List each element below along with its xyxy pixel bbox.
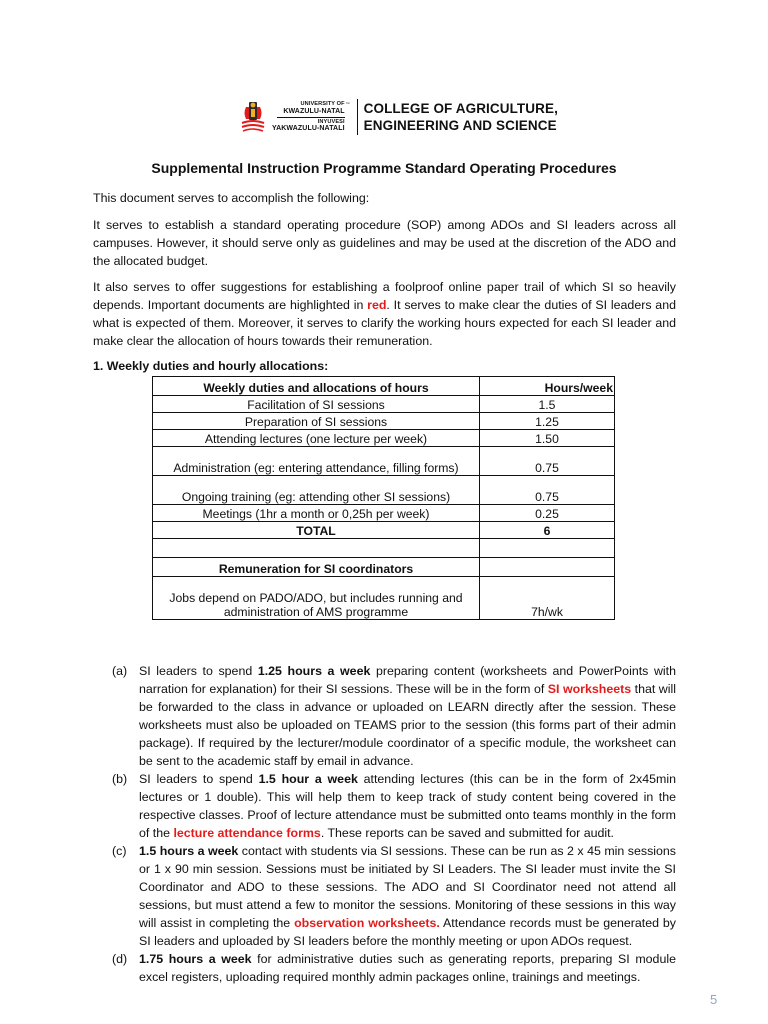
text-run: Attendance records must be generated by SI leaders and uploaded by SI leaders before the monthly meeting or upon ADOs request. [139,916,676,948]
page-number: 5 [710,992,718,1007]
intro-paragraph-2: It serves to establish a standard operating procedure (SOP) among ADOs and SI leaders across all campuses. However, it should serve only as guidelines and may be used at the discretion of the ADO and the allocated budget. [93,218,676,268]
intro-paragraph-3 [93,278,676,350]
empty-cell [153,539,480,558]
university-wordmark [272,101,345,133]
coordinator-hours-cell: 7h/wk [480,577,615,620]
list-marker: (c) [112,844,127,858]
duty-cell: Attending lectures (one lecture per week) [153,430,480,447]
hours-cell: 0.25 [480,505,615,522]
college-line-2: ENGINEERING AND SCIENCE [363,118,557,133]
hours-cell: 1.50 [480,430,615,447]
table-row [153,396,615,413]
duty-cell: Preparation of SI sessions [153,413,480,430]
bold-run: 1.5 hour a week [258,772,358,786]
coordinator-duty-cell: Jobs depend on PADO/ADO, but includes running and administration of AMS programme [153,577,480,620]
p3-text-b: . It serves to make clear the duties of SI leaders and what is expected of them. Moreover, it serves to clarify the working hours expected for each SI leader and make clear the allocation of hours towards their remuneration. [93,298,676,348]
duty-cell: Administration (eg: entering attendance, filling forms) [153,447,480,476]
empty-row [153,539,615,558]
table-row [153,476,615,505]
red-highlight-run: lecture attendance forms [173,826,321,840]
list-item-text [139,770,676,842]
total-row [153,522,615,539]
hours-cell: 1.5 [480,396,615,413]
ukzn-crest-logo [240,99,266,135]
total-value: 6 [480,522,615,539]
letterhead [240,98,558,136]
bold-run: 1.5 hours a week [139,844,239,858]
red-highlight-run: observation worksheets. [294,916,440,930]
list-item [112,950,676,986]
list-item-text [139,950,676,986]
hours-cell: 1.25 [480,413,615,430]
trademark-mark: ™ [345,100,350,106]
hours-cell: 0.75 [480,447,615,476]
intro-paragraph-1: This document serves to accomplish the following: [93,191,370,205]
wordmark-rule [277,117,345,118]
table-row [153,505,615,522]
list-marker: (d) [112,952,128,966]
table-row [153,447,615,476]
coordinator-row [153,577,615,620]
duty-cell: Ongoing training (eg: attending other SI sessions) [153,476,480,505]
text-run: contact with students via SI sessions. These can be run as 2 x 45 min sessions or 1 x 90 min session. Sessions must be initiated by SI Leaders. The SI leader must invite the SI Coordinator and ADO to these sessions. The ADO and SI Coordinator need not attend all sessions, but must attend a few to monitor the sessions. Monitoring of these sessions in this way will assist in completing the [139,844,676,930]
coordinator-header-row [153,558,615,577]
total-label: TOTAL [153,522,480,539]
header-hours: Hours/week [480,377,615,396]
text-run: . These reports can be saved and submitted for audit. [320,826,615,840]
red-highlight-run: SI worksheets [547,682,632,696]
header-duties: Weekly duties and allocations of hours [153,377,480,396]
header-divider [357,99,358,135]
uni-line-3: INYUVESI [317,118,345,125]
hours-cell: 0.75 [480,476,615,505]
p3-text-a: It also serves to offer suggestions for establishing a foolproof online paper trail of which SI so heavily depends. Important documents are highlighted in [93,280,676,312]
list-item-text [139,662,676,770]
college-line-1: COLLEGE OF AGRICULTURE, [363,101,558,116]
list-item-text [139,842,676,950]
hours-allocation-table [152,376,615,620]
table-header-row [153,377,615,396]
duty-cell: Facilitation of SI sessions [153,396,480,413]
list-item [112,842,676,950]
bold-run: 1.25 hours a week [257,664,371,678]
text-run: SI leaders to spend [139,664,258,678]
p3-highlight-red: red [367,298,387,312]
uni-line-4: YAKWAZULU-NATALI [272,124,345,132]
text-run: for administrative duties such as generating reports, preparing SI module excel registers, uploading required monthly admin packages online, trainings and meetings. [139,952,676,984]
text-run: SI leaders to spend [139,772,259,786]
text-run: attending lectures (this can be in the form of 2x45min lectures or 1 double). This will help them to keep track of study content being covered in the respective classes. Proof of lecture attendance must be submitted onto teams monthly in the form of the [139,772,676,840]
text-run: that will be forwarded to the class in advance or uploaded on LEARN directly after the session. These worksheets must also be uploaded on TEAMS prior to the session (this forms part of their admin package). If required by the lecturer/module coordinator of a specific module, the worksheet can be sent to the academic staff by email in advance. [139,682,676,768]
coordinator-header-blank [480,558,615,577]
college-name [364,100,558,134]
list-item [112,662,676,770]
list-marker: (b) [112,772,128,786]
duty-cell: Meetings (1hr a month or 0,25h per week) [153,505,480,522]
uni-line-1: UNIVERSITY OF [300,101,345,108]
section-heading: 1. Weekly duties and hourly allocations: [93,359,329,373]
empty-cell [480,539,615,558]
list-marker: (a) [112,664,128,678]
document-title: Supplemental Instruction Programme Standard Operating Procedures [151,160,617,176]
bold-run: 1.75 hours a week [139,952,252,966]
list-item [112,770,676,842]
duties-list [112,662,676,986]
uni-line-2: KWAZULU-NATAL [283,107,345,115]
coordinator-header: Remuneration for SI coordinators [153,558,480,577]
text-run: preparing content (worksheets and PowerPoints with narration for explanation) for their SI sessions. These will be in the form of [139,664,676,696]
table-row [153,413,615,430]
table-row [153,430,615,447]
